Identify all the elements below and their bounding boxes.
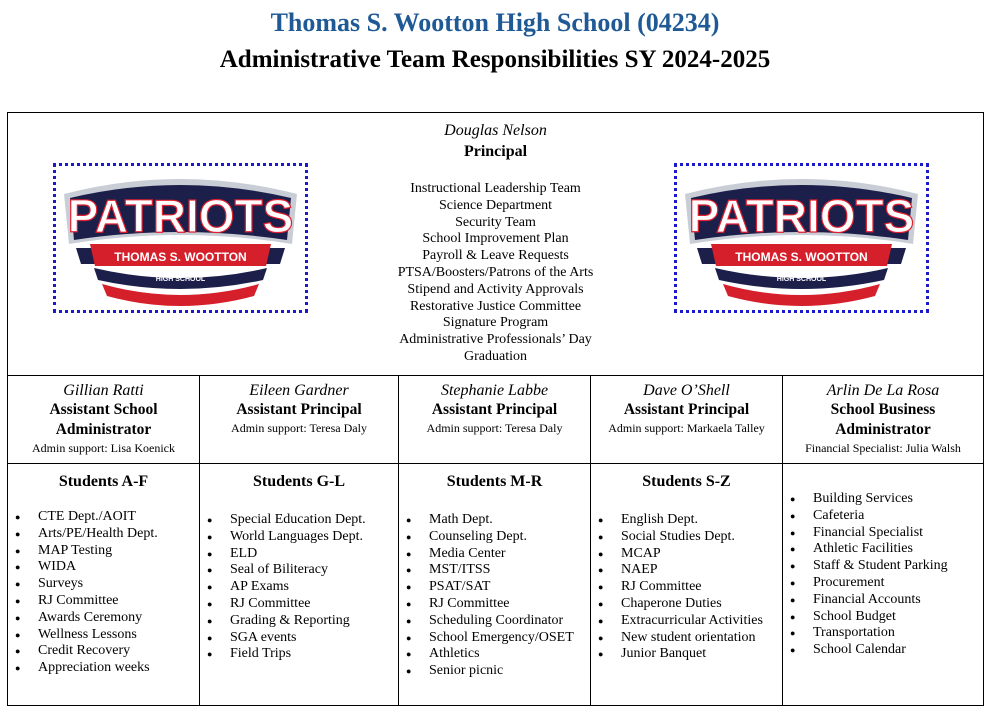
list-item: ● English Dept. [591,512,782,529]
list-item: ● Credit Recovery [8,643,199,660]
list-item: ● Cafeteria [783,508,983,525]
logo-word: PATRIOTS [67,190,294,242]
list-item: ● WIDA [8,559,199,576]
list-item: ● ELD [200,546,398,563]
list-item: ● Extracurricular Activities [591,613,782,630]
list-item: Administrative Professionals’ Day [399,332,592,348]
admin-name: Eileen Gardner [249,382,349,399]
list-item: Stipend and Activity Approvals [407,281,584,297]
page-subtitle: Administrative Team Responsibilities SY 2024-2025 [219,46,771,73]
list-item: ● Athletic Facilities [783,541,983,558]
list-item: ● Staff & Student Parking [783,558,983,575]
principal-name: Douglas Nelson [444,122,547,139]
list-item: ● Grading & Reporting [200,613,398,630]
list-item: ● New student orientation [591,630,782,647]
admin-title: Assistant Principal [431,401,558,418]
list-item: School Improvement Plan [422,231,569,247]
list-item: ● School Budget [783,609,983,626]
list-item: ● Social Studies Dept. [591,529,782,546]
list-item: ● World Languages Dept. [200,529,398,546]
admin-header-row [8,375,983,464]
list-item: ● Junior Banquet [591,646,782,663]
admin-cell-delarosa [783,375,983,463]
list-item: Security Team [455,214,536,230]
list-item: Instructional Leadership Team [410,181,581,196]
duties-cell-ratti [8,463,200,705]
list-item: ● Financial Specialist [783,525,983,542]
list-item: ● Financial Accounts [783,592,983,609]
list-item: ● MAP Testing [8,543,199,560]
list-item: ● RJ Committee [399,596,590,613]
list-item: ● MST/ITSS [399,562,590,579]
admin-cell-labbe [399,375,591,463]
list-item: ● Surveys [8,576,199,593]
duties-list [8,509,199,677]
list-item: ● SGA events [200,630,398,647]
list-item: ● RJ Committee [200,596,398,613]
list-item: ● Transportation [783,625,983,642]
admin-title: Assistant School Administrator [49,401,158,438]
list-item: ● Building Services [783,491,983,508]
admin-name: Dave O’Shell [643,382,730,399]
list-item: ● Arts/PE/Health Dept. [8,526,199,543]
list-item: ● Wellness Lessons [8,627,199,644]
list-item: ● Seal of Biliteracy [200,562,398,579]
list-item: Graduation [464,348,527,364]
duties-cell-oshell [591,463,783,705]
admin-cell-oshell [591,375,783,463]
duties-list [399,512,590,680]
duties-list [200,512,398,663]
list-item: ● PSAT/SAT [399,579,590,596]
list-item: ● Math Dept. [399,512,590,529]
school-title: Thomas S. Wootton High School (04234) [270,8,720,37]
list-item: ● MCAP [591,546,782,563]
principal-title: Principal [463,143,528,160]
list-item: ● Chaperone Duties [591,596,782,613]
list-item: ● RJ Committee [591,579,782,596]
list-item: ● NAEP [591,562,782,579]
logo-banner: THOMAS S. WOOTTON [735,250,868,264]
list-item: ● School Emergency/OSET [399,630,590,647]
list-item: Science Department [438,197,553,213]
admin-name: Stephanie Labbe [440,382,549,399]
list-item: ● Field Trips [200,646,398,663]
duties-row [8,463,983,705]
student-group: Students M-R [446,473,543,490]
logo-sub: HIGH SCHOOL [155,276,206,283]
duties-cell-delarosa [783,463,983,705]
list-item: Restorative Justice Committee [409,298,582,314]
list-item: Payroll & Leave Requests [422,248,569,264]
admin-support: Financial Specialist: Julia Walsh [805,441,961,455]
admin-title: School Business Administrator [830,401,936,438]
admin-support: Admin support: Markaela Talley [608,421,765,435]
responsibilities-table [7,112,984,706]
list-item: ● Awards Ceremony [8,610,199,627]
admin-title: Assistant Principal [623,401,750,418]
list-item: ● Senior picnic [399,663,590,680]
logo-banner: THOMAS S. WOOTTON [114,250,247,264]
list-item: Signature Program [442,315,549,331]
list-item: ● AP Exams [200,579,398,596]
list-item: ● RJ Committee [8,593,199,610]
student-group: Students A-F [58,473,149,490]
admin-name: Arlin De La Rosa [826,382,940,399]
list-item: ● Appreciation weeks [8,660,199,677]
logo-word: PATRIOTS [688,190,915,242]
list-item: ● Counseling Dept. [399,529,590,546]
list-item: ● School Calendar [783,642,983,659]
duties-list [783,491,983,659]
list-item: ● Procurement [783,575,983,592]
principal-section [8,113,983,376]
list-item: ● CTE Dept./AOIT [8,509,199,526]
principal-duties [8,181,983,366]
admin-cell-gardner [200,375,399,463]
admin-title: Assistant Principal [236,401,362,418]
admin-cell-ratti [8,375,200,463]
list-item: ● Special Education Dept. [200,512,398,529]
list-item: ● Scheduling Coordinator [399,613,590,630]
duties-cell-labbe [399,463,591,705]
duties-list [591,512,782,663]
student-group: Students S-Z [642,473,731,490]
list-item: ● Media Center [399,546,590,563]
student-group: Students G-L [252,473,346,490]
list-item: PTSA/Boosters/Patrons of the Arts [397,264,594,280]
admin-support: Admin support: Teresa Daly [231,421,367,435]
list-item: ● Athletics [399,646,590,663]
admin-name: Gillian Ratti [63,382,144,399]
logo-sub: HIGH SCHOOL [776,276,827,283]
duties-cell-gardner [200,463,399,705]
admin-support: Admin support: Lisa Koenick [32,441,175,455]
admin-support: Admin support: Teresa Daly [426,421,563,435]
